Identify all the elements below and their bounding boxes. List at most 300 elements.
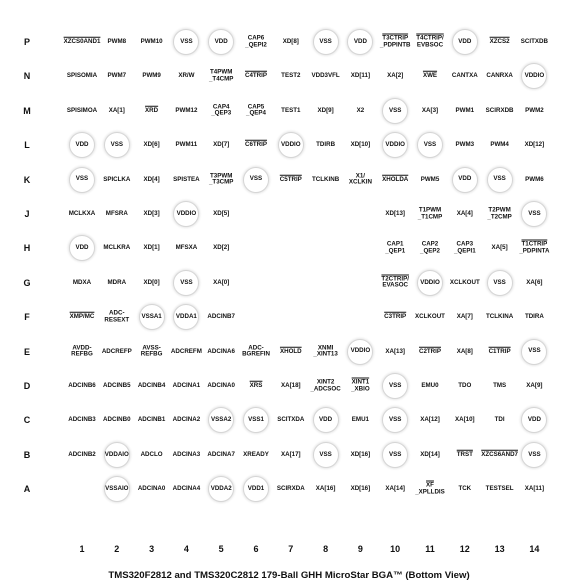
ball-P3 — [141, 39, 163, 46]
row-label-G: G — [23, 277, 31, 288]
column-label-9: 9 — [357, 544, 363, 554]
ball-C10 — [382, 407, 408, 433]
ball-K7 — [280, 176, 302, 183]
pin-label: X2 — [356, 106, 365, 114]
pin-label: XA[3] — [421, 106, 439, 114]
ball-P10 — [380, 36, 411, 49]
pin-label: TCLKINB — [312, 175, 340, 183]
pin-label: PWM12 — [175, 106, 198, 114]
row-label-K: K — [23, 174, 31, 185]
ball-B4 — [173, 452, 201, 459]
ball-J5 — [213, 211, 229, 218]
pin-label: T4CTRIP/ — [416, 34, 444, 42]
pin-label: ADCREFP — [101, 347, 132, 355]
ball-N2 — [108, 73, 127, 80]
ball-B13 — [481, 452, 518, 459]
pin-label: VSS — [319, 450, 332, 458]
ball-P6 — [245, 36, 267, 49]
pin-label: XNMI — [317, 344, 334, 352]
column-label-11: 11 — [425, 544, 435, 554]
ball-H4 — [176, 245, 198, 252]
pin-label: XA[4] — [456, 209, 473, 217]
pin-label: C5TRIP — [279, 175, 302, 183]
pin-label: VDDIO — [280, 140, 301, 148]
ball-D3 — [138, 383, 166, 390]
pin-label: PWM8 — [107, 37, 127, 45]
ball-L3 — [144, 142, 160, 149]
ball-C7 — [277, 417, 304, 424]
ball-F10 — [384, 314, 406, 321]
pin-label: AVDD- — [72, 344, 92, 352]
ball-G10 — [381, 276, 409, 289]
pin-label: ADC- — [248, 344, 264, 352]
pin-label: XINT1 — [351, 378, 370, 386]
pin-label: XR/W — [178, 72, 195, 80]
pin-label: SCIRXDA — [276, 484, 305, 492]
ball-G2 — [108, 280, 127, 287]
pin-label: XA[1] — [108, 106, 125, 114]
ball-L5 — [213, 142, 229, 149]
pin-label: VDD1 — [247, 484, 265, 492]
pin-label: ADCINB4 — [137, 381, 166, 389]
column-label-10: 10 — [390, 544, 401, 554]
pin-label: XA[9] — [526, 381, 543, 389]
pin-label: ADCINA4 — [172, 484, 201, 492]
ball-E2 — [102, 348, 132, 355]
ball-B10 — [382, 442, 408, 468]
ball-E1 — [71, 345, 93, 358]
ball-J4 — [173, 201, 199, 227]
ball-N14 — [521, 63, 547, 89]
ball-L12 — [456, 142, 475, 149]
ball-M10 — [382, 98, 408, 124]
ball-D11 — [421, 383, 438, 390]
pin-label: XA[17] — [280, 450, 301, 458]
ball-C8 — [313, 407, 339, 433]
ball-M13 — [486, 108, 514, 115]
ball-N6 — [245, 73, 267, 80]
ball-K10 — [382, 176, 408, 183]
ball-B6 — [243, 452, 269, 459]
ball-E9 — [347, 339, 373, 365]
pin-label: VSS — [423, 140, 437, 148]
pin-label: ADCINB2 — [68, 450, 96, 458]
pin-label: VSS — [249, 175, 263, 183]
pin-label: PWM3 — [455, 140, 475, 148]
ball-B9 — [351, 452, 371, 459]
pin-label: _T2CMP — [487, 213, 512, 220]
pin-label: VSSAIO — [105, 484, 129, 492]
pin-label: VSS — [388, 381, 402, 389]
pin-label: ADCINB6 — [68, 381, 96, 389]
ball-D1 — [68, 383, 96, 390]
pin-label: PWM2 — [525, 106, 544, 114]
pin-label: VSS — [75, 175, 89, 183]
ball-J10 — [385, 211, 405, 218]
pin-label: XD[5] — [213, 209, 230, 217]
pin-label: XD[14] — [420, 450, 440, 458]
ball-M12 — [456, 108, 475, 115]
row-label-L: L — [24, 140, 30, 151]
pin-label: XREADY — [243, 450, 269, 458]
ball-P12 — [452, 29, 478, 55]
ball-L11 — [417, 132, 443, 158]
pin-label: BGREFIN — [242, 350, 270, 358]
ball-K13 — [487, 167, 513, 193]
pin-label: ADCINB1 — [137, 416, 166, 424]
pin-label: VDD — [458, 37, 472, 45]
ball-B14 — [521, 442, 547, 468]
ball-E6 — [242, 345, 270, 358]
pin-label: VSS — [528, 347, 541, 355]
pin-label: T3PWM — [210, 172, 233, 180]
ball-H13 — [492, 245, 508, 252]
ball-G3 — [144, 280, 160, 287]
column-label-7: 7 — [288, 544, 294, 554]
pin-label: VDDIO — [385, 140, 405, 148]
pin-label: _PDPINTA — [519, 247, 550, 255]
row-label-C: C — [23, 415, 31, 426]
pin-label: SCIRXDB — [485, 106, 514, 114]
ball-L7 — [278, 132, 304, 158]
ball-L1 — [69, 132, 95, 158]
pin-label: XCLKOUT — [415, 312, 445, 320]
pin-label: VSS — [493, 278, 506, 286]
ball-C6 — [243, 407, 269, 433]
pin-label: XCLKOUT — [449, 278, 480, 286]
pin-label: MFSRA — [105, 209, 128, 217]
pin-label: CANRXA — [486, 72, 513, 80]
pin-label: VSS1 — [248, 416, 264, 424]
ball-L9 — [351, 142, 371, 149]
row-label-H: H — [23, 243, 31, 254]
ball-C11 — [420, 417, 440, 424]
pin-label: TCK — [458, 484, 472, 492]
pin-label: SPISOMIA — [66, 72, 98, 80]
pin-label: VDDAIO — [104, 450, 129, 458]
pin-label: EMU0 — [421, 381, 439, 389]
ball-M6 — [246, 104, 266, 117]
ball-A10 — [385, 486, 405, 493]
pin-label: PWM11 — [175, 140, 198, 148]
pin-label: VSS — [493, 175, 506, 183]
ball-A14 — [525, 486, 544, 493]
ball-F13 — [486, 314, 513, 321]
ball-H1 — [69, 235, 95, 261]
pin-label: TEST2 — [281, 72, 301, 80]
ball-H2 — [103, 245, 130, 252]
pin-label: CANTXA — [451, 72, 478, 80]
ball-M14 — [525, 108, 544, 115]
pin-label: REFBG — [140, 350, 163, 358]
pin-label: XA[10] — [454, 416, 475, 424]
pin-label: _QEP3 — [211, 109, 232, 117]
pin-label: ADCINB5 — [103, 381, 131, 389]
pin-label: XCLKIN — [348, 178, 372, 186]
ball-D6 — [250, 383, 263, 390]
pin-label: VDDIO — [350, 347, 371, 355]
pin-label: TDIRB — [316, 140, 336, 148]
ball-N8 — [311, 73, 339, 80]
pin-label: ADCINA0 — [137, 484, 166, 492]
row-label-P: P — [23, 37, 30, 47]
column-label-13: 13 — [494, 544, 505, 554]
ball-C9 — [352, 417, 369, 424]
ball-A5 — [208, 476, 234, 502]
ball-B8 — [313, 442, 339, 468]
pin-label: XA[0] — [213, 278, 230, 286]
ball-L10 — [382, 132, 408, 158]
pin-label: _ADCSOC — [310, 385, 341, 392]
pin-label: ADCINB3 — [68, 416, 96, 424]
ball-K11 — [421, 176, 440, 183]
ball-F11 — [415, 314, 445, 321]
pin-label: TDO — [458, 381, 472, 389]
pin-label: CAP1 — [386, 240, 404, 248]
pin-label: ADCINA6 — [207, 347, 235, 355]
pin-label: XD[12] — [524, 140, 545, 148]
pin-label: AVSS- — [142, 344, 161, 352]
pin-label: $\overline{XRD}$ — [145, 106, 159, 114]
pin-label: $\overline{XRS}$ — [249, 381, 263, 389]
pin-label: XHOLDA — [382, 175, 409, 183]
row-label-F: F — [24, 312, 30, 323]
ball-C1 — [68, 417, 96, 424]
pin-label: TDIRA — [524, 312, 544, 320]
ball-K1 — [69, 167, 95, 193]
column-label-4: 4 — [183, 544, 189, 554]
ball-P14 — [521, 39, 548, 46]
ball-H5 — [213, 245, 229, 252]
pin-label: C4TRIP — [244, 72, 268, 80]
ball-F12 — [457, 314, 473, 321]
pin-label: T3CTRIP — [382, 34, 409, 42]
ball-H10 — [385, 242, 405, 255]
pin-label: T2CTRIP/ — [381, 275, 409, 283]
ball-P4 — [173, 29, 199, 55]
pin-label: XD[16] — [350, 450, 371, 458]
pin-label: XZCS2 — [489, 37, 510, 45]
ball-B1 — [68, 452, 96, 459]
pin-label: VSSA1 — [141, 312, 162, 320]
pin-label: XD[6] — [143, 140, 160, 148]
ball-J13 — [487, 208, 511, 221]
pin-label: PWM4 — [490, 140, 509, 148]
ball-N3 — [142, 73, 161, 80]
ball-L13 — [490, 142, 509, 149]
ball-D5 — [207, 383, 235, 390]
pin-label: MDXA — [72, 278, 92, 286]
pin-label: XD[13] — [385, 209, 405, 217]
pin-label: VDD3VFL — [311, 72, 340, 80]
ball-A8 — [316, 486, 336, 493]
pin-label: TRST — [456, 450, 473, 458]
ball-J11 — [418, 208, 442, 221]
ball-H3 — [144, 245, 160, 252]
column-label-6: 6 — [253, 544, 259, 554]
pin-label: SCITXDB — [520, 37, 548, 45]
ball-E8 — [313, 345, 337, 358]
pin-label: XHOLD — [279, 347, 302, 355]
pin-label: VDDA1 — [175, 312, 197, 320]
pin-label: XD[0] — [143, 278, 160, 286]
pin-label: ADC- — [109, 309, 125, 317]
ball-P2 — [108, 39, 127, 46]
pin-label: XA[2] — [387, 72, 404, 80]
pin-label: ADCINA7 — [207, 450, 235, 458]
pin-label: ADCINA2 — [172, 416, 201, 424]
ball-N9 — [351, 73, 370, 80]
pin-label: MFSXA — [175, 244, 198, 252]
pin-label: VDD — [319, 416, 333, 424]
ball-C13 — [495, 417, 505, 424]
ball-J14 — [521, 201, 547, 227]
pin-label: XD[2] — [213, 244, 230, 252]
ball-E13 — [489, 348, 511, 355]
pin-label: _T3CMP — [208, 178, 234, 186]
ball-G14 — [526, 280, 542, 287]
pin-label: T4PWM — [210, 68, 233, 76]
pin-label: _QEP4 — [246, 109, 266, 117]
pin-label: XD[4] — [143, 175, 160, 183]
ball-C2 — [103, 417, 131, 424]
column-label-8: 8 — [323, 544, 329, 554]
ball-D12 — [458, 383, 471, 390]
ball-K2 — [103, 176, 130, 183]
pin-label: PWM1 — [455, 106, 475, 114]
ball-G12 — [450, 280, 480, 287]
ball-L4 — [176, 142, 198, 149]
ball-K9 — [349, 173, 372, 186]
ball-C4 — [173, 417, 201, 424]
ball-B11 — [420, 452, 440, 459]
ball-M8 — [318, 108, 334, 115]
pin-label: VDD — [458, 175, 472, 183]
pin-label: PWM6 — [525, 175, 544, 183]
pin-label: T1PWM — [418, 206, 442, 214]
pin-label: _QEPI2 — [245, 41, 267, 48]
row-label-J: J — [24, 209, 30, 219]
pin-label: RESEXT — [104, 316, 130, 324]
pin-label: VDDIO — [420, 278, 440, 286]
row-label-D: D — [23, 381, 31, 391]
ball-K5 — [209, 173, 233, 186]
pin-label: ADCREFM — [170, 347, 202, 355]
pin-label: VDD — [75, 140, 89, 148]
pin-label: VDD — [75, 244, 89, 252]
row-label-B: B — [23, 449, 31, 460]
ball-P11 — [416, 36, 444, 49]
ball-M7 — [281, 108, 300, 115]
pin-label: EVASOC — [382, 281, 409, 289]
ball-B12 — [457, 452, 473, 459]
pin-label: XINT2 — [316, 378, 335, 386]
pin-label: _T1CMP — [417, 213, 443, 220]
pin-label: _PDPINTB — [379, 41, 411, 48]
ball-F3 — [139, 304, 165, 330]
ball-L2 — [104, 132, 130, 158]
pin-label: _QEPI1 — [453, 247, 476, 255]
pin-label: $\overline{XF}$ — [426, 481, 434, 489]
ball-P7 — [283, 39, 299, 46]
pin-label: ADCINA0 — [207, 381, 235, 389]
ball-K8 — [312, 176, 339, 183]
pin-label: VDDA2 — [210, 484, 232, 492]
pin-label: VSS — [180, 37, 193, 45]
pin-label: VSS — [388, 416, 402, 424]
pin-label: VDDIO — [524, 72, 545, 80]
pin-label: XD[7] — [213, 140, 230, 148]
pin-label: XD[9] — [317, 106, 334, 114]
ball-F14 — [525, 314, 544, 321]
ball-D7 — [281, 383, 301, 390]
pin-label: MCLKRA — [103, 244, 131, 252]
pin-label: TDI — [494, 416, 505, 424]
row-label-M: M — [23, 105, 31, 116]
ball-N11 — [423, 73, 437, 80]
ball-D4 — [173, 383, 201, 390]
pin-label: XA[16] — [315, 484, 336, 492]
ball-B5 — [207, 452, 235, 459]
column-label-14: 14 — [529, 544, 540, 554]
pin-label: VSS — [110, 140, 123, 148]
ball-H12 — [454, 242, 476, 255]
pin-label: XA[6] — [526, 278, 543, 286]
ball-P5 — [208, 29, 234, 55]
ball-J1 — [69, 211, 95, 218]
ball-G4 — [173, 270, 199, 296]
ball-E5 — [207, 348, 235, 355]
pin-label: CAP2 — [421, 240, 439, 248]
ball-M3 — [145, 108, 158, 115]
pin-label: C2TRIP — [418, 347, 442, 355]
ball-G5 — [213, 280, 229, 287]
pin-label: SCITXDA — [277, 416, 305, 424]
column-label-12: 12 — [459, 544, 470, 554]
ball-N12 — [452, 73, 478, 80]
ball-M5 — [211, 104, 231, 117]
ball-E4 — [171, 348, 202, 355]
column-label-5: 5 — [218, 544, 224, 554]
pin-label: SPISIMOA — [66, 106, 98, 114]
pin-label: VSS — [528, 209, 541, 217]
pin-label: ADCLO — [140, 450, 163, 458]
pin-label: VSS — [319, 37, 332, 45]
pin-label: CAP5 — [247, 103, 265, 111]
ball-N4 — [178, 73, 194, 80]
pin-label: _XBIO — [351, 385, 370, 392]
ball-N1 — [67, 73, 97, 80]
pin-label: C6TRIP — [244, 140, 268, 148]
pin-label: T2PWM — [488, 206, 511, 214]
ball-D9 — [351, 380, 370, 393]
pin-label: XZCS6AND7 — [481, 450, 518, 458]
ball-K4 — [173, 176, 199, 183]
pin-label: XZCS0AND1 — [63, 37, 101, 45]
pin-label: XA[14] — [385, 484, 405, 492]
ball-A12 — [458, 486, 471, 493]
ball-D14 — [526, 383, 542, 390]
column-label-2: 2 — [114, 544, 120, 554]
pin-label: ADCINB7 — [207, 312, 235, 320]
ball-J12 — [457, 211, 473, 218]
ball-A6 — [243, 476, 269, 502]
ball-G11 — [417, 270, 443, 296]
ball-K14 — [525, 176, 544, 183]
pin-label: C3TRIP — [384, 312, 407, 320]
pin-label: VSS — [528, 450, 541, 458]
pin-label: VSS — [180, 278, 193, 286]
